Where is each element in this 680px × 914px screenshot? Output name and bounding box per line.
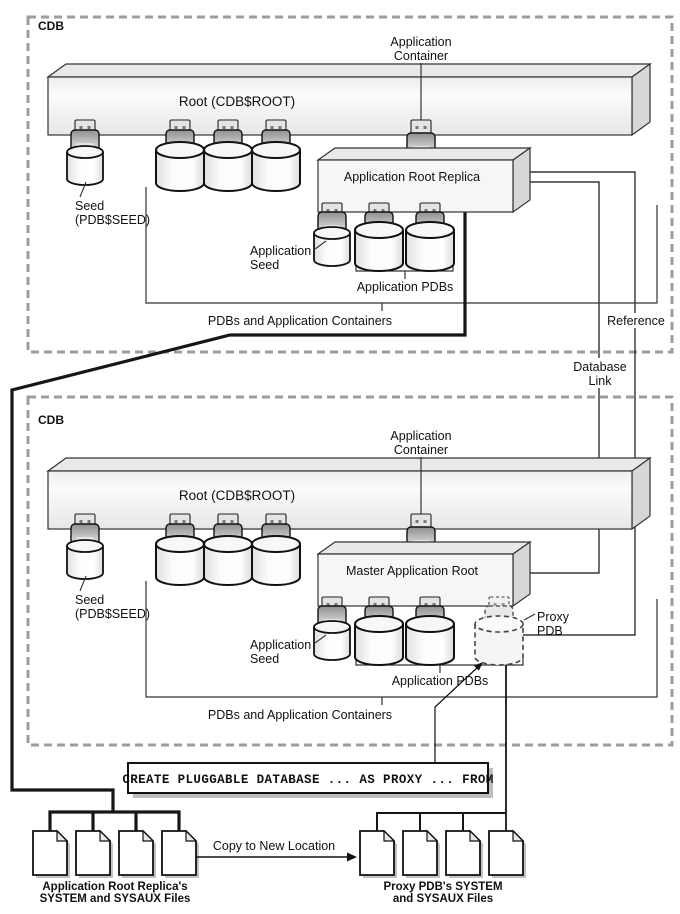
application-pdb-cylinder bbox=[406, 597, 454, 665]
database-link-label: Link bbox=[588, 374, 612, 388]
application-container-label: Container bbox=[393, 49, 449, 63]
seed-label: Seed bbox=[75, 199, 105, 213]
application-pdbs-label: Application PDBs bbox=[391, 674, 489, 688]
file-icon bbox=[33, 831, 70, 878]
application-pdb-cylinder bbox=[406, 203, 454, 271]
application-container-label: Application bbox=[390, 35, 452, 49]
application-container-label: Container bbox=[393, 443, 449, 457]
file-icon bbox=[162, 831, 199, 878]
cdb-label: CDB bbox=[38, 19, 64, 33]
application-seed-label: Application bbox=[250, 244, 312, 258]
reference-label: Reference bbox=[607, 314, 665, 328]
application-pdb-cylinder bbox=[355, 597, 403, 665]
proxy-pdb-lead bbox=[524, 614, 535, 620]
application-seed-label: Seed bbox=[250, 652, 280, 666]
replica-files-label: SYSTEM and SYSAUX Files bbox=[39, 893, 191, 905]
reference-line bbox=[516, 172, 635, 635]
file-icon bbox=[403, 831, 440, 878]
copy-to-new-location-label: Copy to New Location bbox=[212, 839, 336, 853]
application-pdb-cylinder bbox=[355, 203, 403, 271]
create-statement-box bbox=[122, 763, 493, 798]
proxy-pdb-cylinder bbox=[475, 597, 523, 665]
replica-files-label: Application Root Replica's bbox=[42, 881, 188, 893]
replica-system-files bbox=[33, 831, 199, 905]
application-seed-pdb bbox=[314, 203, 350, 266]
master-application-root-label: Master Application Root bbox=[345, 564, 479, 578]
create-statement-text: CREATE PLUGGABLE DATABASE ... AS PROXY ... FROM bbox=[122, 773, 494, 787]
seed-label: (PDB$SEED) bbox=[75, 607, 151, 621]
application-seed-pdb bbox=[314, 597, 350, 660]
pdbs-and-application-containers-label: PDBs and Application Containers bbox=[207, 314, 393, 328]
proxy-system-files bbox=[360, 831, 526, 905]
seed-label: (PDB$SEED) bbox=[75, 213, 151, 227]
proxy-files-label: Proxy PDB's SYSTEM bbox=[383, 881, 503, 893]
application-seed-label: Seed bbox=[250, 258, 280, 272]
cdb-bottom bbox=[38, 413, 650, 722]
file-icon bbox=[119, 831, 156, 878]
root-label: Root (CDB$ROOT) bbox=[178, 488, 296, 503]
application-container-label: Application bbox=[390, 429, 452, 443]
file-icon bbox=[76, 831, 113, 878]
proxy-files-label: and SYSAUX Files bbox=[392, 893, 494, 905]
application-pdbs-label: Application PDBs bbox=[356, 280, 454, 294]
application-root-replica-box bbox=[318, 148, 530, 212]
application-root-replica-label: Application Root Replica bbox=[343, 170, 481, 184]
proxy-pdb-label: Proxy bbox=[537, 610, 569, 624]
copy-arrowhead-icon bbox=[347, 853, 357, 862]
master-application-root-box bbox=[318, 542, 530, 606]
root-label: Root (CDB$ROOT) bbox=[178, 94, 296, 109]
pdbs-and-application-containers-label: PDBs and Application Containers bbox=[207, 708, 393, 722]
database-link-label: Database bbox=[573, 360, 627, 374]
cdb-top bbox=[38, 19, 650, 328]
seed-label: Seed bbox=[75, 593, 105, 607]
root-bar bbox=[48, 458, 650, 529]
file-icon bbox=[446, 831, 483, 878]
root-bar bbox=[48, 64, 650, 135]
copy-to-new-location bbox=[196, 839, 357, 862]
proxy-pdb-label: PDB bbox=[537, 624, 563, 638]
file-icon bbox=[489, 831, 526, 878]
right-files-bracket bbox=[377, 813, 506, 831]
left-files-bracket bbox=[50, 812, 179, 831]
application-seed-label: Application bbox=[250, 638, 312, 652]
file-icon bbox=[360, 831, 397, 878]
cdb-label: CDB bbox=[38, 413, 64, 427]
